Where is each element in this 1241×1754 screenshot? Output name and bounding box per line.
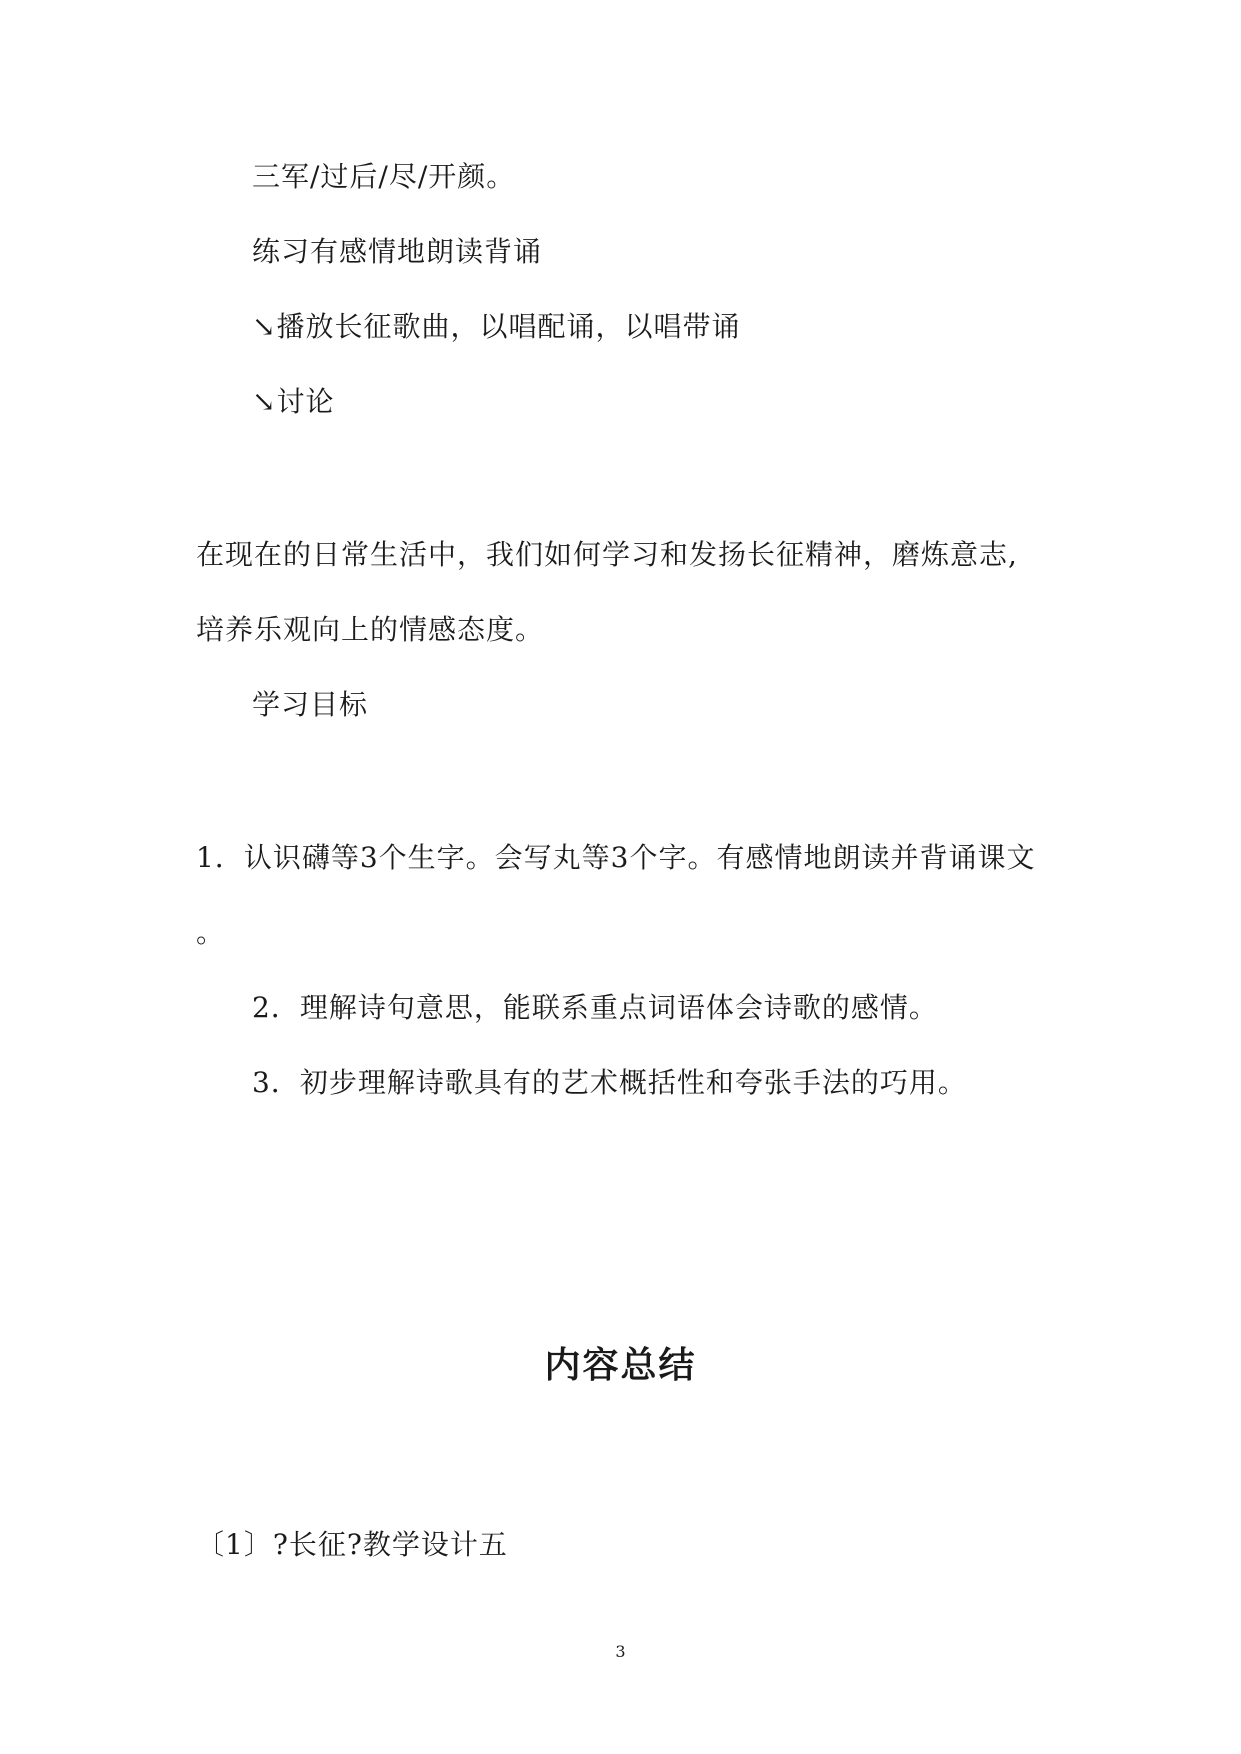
learning-goal-2: 2．理解诗句意思，能联系重点词语体会诗歌的感情。 (252, 991, 938, 1024)
discussion-question-line-1: 在现在的日常生活中，我们如何学习和发扬长征精神，磨炼意志, (196, 538, 1018, 571)
activity-sing-along: ↘播放长征歌曲，以唱配诵，以唱带诵 (252, 310, 741, 343)
learning-goal-3: 3．初步理解诗歌具有的艺术概括性和夸张手法的巧用。 (252, 1066, 967, 1099)
learning-goal-1-continued: 。 (196, 916, 226, 949)
learning-goal-1: 1．认识礴等3个生字。会写丸等3个字。有感情地朗读并背诵课文 (196, 841, 1036, 874)
summary-item-1: 〔1〕?长征?教学设计五 (196, 1528, 508, 1561)
activity-discussion: ↘讨论 (252, 385, 335, 418)
page-number: 3 (615, 1642, 626, 1661)
discussion-question-line-2: 培养乐观向上的情感态度。 (196, 613, 545, 646)
practice-instruction: 练习有感情地朗读背诵 (252, 235, 543, 268)
poem-line: 三军/过后/尽/开颜。 (252, 160, 516, 193)
summary-heading: 内容总结 (544, 1345, 697, 1386)
learning-goals-title: 学习目标 (252, 688, 369, 721)
